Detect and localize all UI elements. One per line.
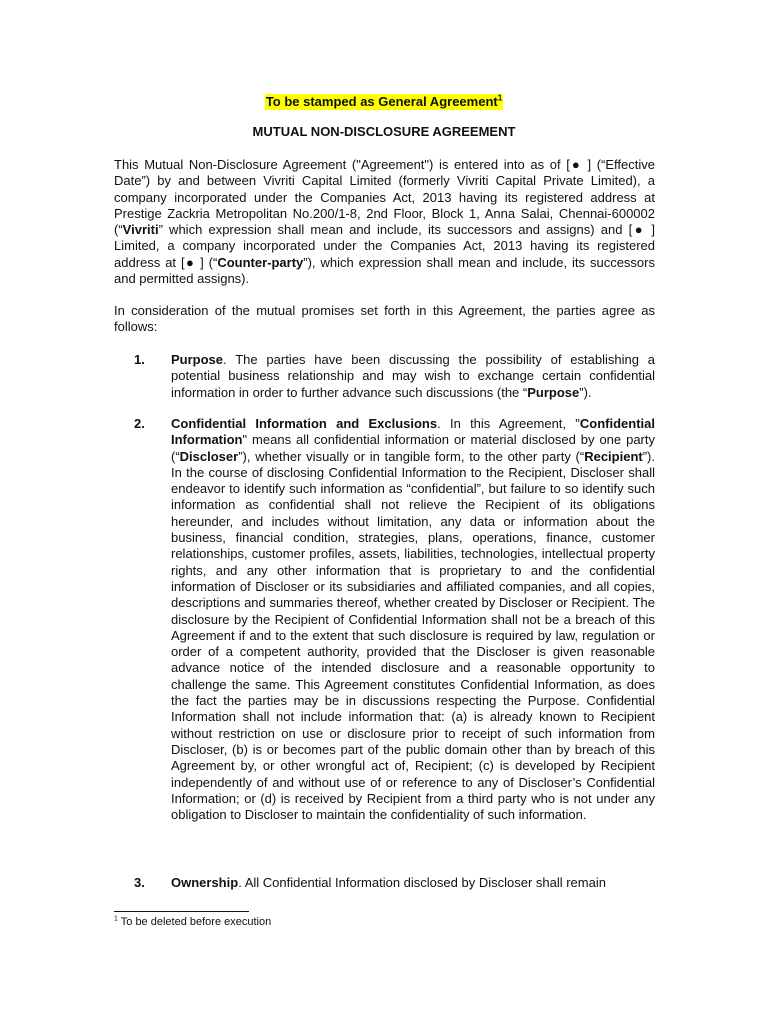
clause-ownership xyxy=(114,875,655,891)
intro-text-c: ” which expression shall mean and include, its successors and assigns) and [ xyxy=(158,222,633,238)
clause-text: ”), whether visually or in tangible form, to the other party (“ xyxy=(238,448,585,464)
clause-text: " means all confidential information or material disclosed by one party (“ xyxy=(171,432,655,464)
defined-term-counterparty: Counter-party xyxy=(217,254,304,270)
clause-title: Purpose xyxy=(171,352,224,367)
defined-term: Confidential Information xyxy=(171,416,656,448)
clause-text: . The parties have been discussing the possibility of establishing a potential business relationship and may wish to exchange certain confidential information in order to further advance such discussions (the “ xyxy=(171,352,655,400)
clause-confidential-information xyxy=(114,416,655,823)
intro-text-a: This Mutual Non-Disclosure Agreement ("Agreement") is entered into as of [ xyxy=(114,157,570,172)
clause-body xyxy=(171,875,655,891)
clause-text: ”). In the course of disclosing Confidential Information to the Recipient, Discloser shall endeavor to identify such information as “confidential”, but failure to so identify such information as confidential shall not relieve the Recipient of its obligations hereunder, and includes without limitation, any data or information about the business, financial condition, strategies, plans, operations, finance, customer relationships, customer profiles, assets, liabilities, technologies, intellectual property rights, and any other information that is proprietary to and the confidential information of Discloser or its subsidiaries and affiliated companies, and all copies, descriptions and summaries thereof, whether created by Discloser or Recipient. The disclosure by the Recipient of Confidential Information shall not be a breach of this Agreement if and to the extent that such disclosure is required by law, regulation or order of a competent authority, provided that the Discloser is given reasonable advance notice of the intended disclosure and a reasonable opportunity to challenge the same. This Agreement constitutes Confidential Information, as does the fact the parties may be in discussions respecting the Purpose. Confidential Information shall not include information that: (a) is already known to Recipient without restriction on use or disclosure prior to receipt of such information from Discloser, (b) is or becomes part of the public domain other than by breach of this Agreement by, or other wrongful act of, Recipient; (c) is developed by Recipient independently of and without use of or reference to any of Discloser’s Confidential Information; or (d) is received by Recipient from a third party who is not under any obligation to Discloser to maintain the confidentiality of such information. xyxy=(171,448,655,823)
consideration-paragraph: In consideration of the mutual promises set forth in this Agreement, the parties agree as follows: xyxy=(114,303,655,335)
intro-text-e: ] (“ xyxy=(200,254,218,270)
footnote xyxy=(114,915,271,929)
intro-text-f: ”), which expression shall mean and include, its successors and permitted assigns). xyxy=(114,254,655,287)
blank-placeholder-bullet: ● xyxy=(632,222,646,238)
defined-term: Discloser xyxy=(179,448,239,464)
clause-title: Confidential Information and Exclusions xyxy=(171,416,438,431)
intro-text-d: ] Limited, a company incorporated under the Companies Act, 2013 having its registered address at [ xyxy=(114,222,655,270)
footnote-ref[interactable]: 1 xyxy=(497,93,503,103)
clause-number: 1. xyxy=(134,352,145,367)
defined-term-vivriti: Vivriti xyxy=(122,222,159,238)
clause-text: ”). xyxy=(579,384,592,400)
stamp-note-wrap xyxy=(0,93,768,111)
clause-text: . All Confidential Information disclosed by Discloser shall remain xyxy=(238,875,606,890)
clause-number: 2. xyxy=(134,416,145,431)
clause-number: 3. xyxy=(134,875,145,890)
clause-body xyxy=(171,416,655,823)
clause-text: . In this Agreement, " xyxy=(437,416,580,431)
blank-placeholder-bullet: ● xyxy=(569,157,582,172)
stamp-note xyxy=(265,94,503,110)
intro-text-b: ] (“Effective Date”) by and between Vivriti Capital Limited (formerly Vivriti Capital Private Limited), a company incorporated under the Companies Act, 2013 having its registered address at Prestige Zackria Metropolitan No.200/1-8, 2nd Floor, Block 1, Anna Salai, Chennai-600002 (“ xyxy=(114,157,655,238)
defined-term: Recipient xyxy=(584,448,643,464)
clause-body xyxy=(171,352,655,401)
clause-purpose xyxy=(114,352,655,401)
footnote-text: To be deleted before execution xyxy=(120,916,272,928)
footnote-number: 1 xyxy=(114,915,118,923)
blank-placeholder-bullet: ● xyxy=(184,254,196,270)
document-title: MUTUAL NON-DISCLOSURE AGREEMENT xyxy=(252,124,516,139)
stamp-note-text: To be stamped as General Agreement xyxy=(265,94,498,109)
clause-title: Ownership xyxy=(171,875,239,890)
intro-paragraph xyxy=(114,157,655,287)
footnote-separator xyxy=(114,911,249,912)
defined-term: Purpose xyxy=(527,384,580,400)
